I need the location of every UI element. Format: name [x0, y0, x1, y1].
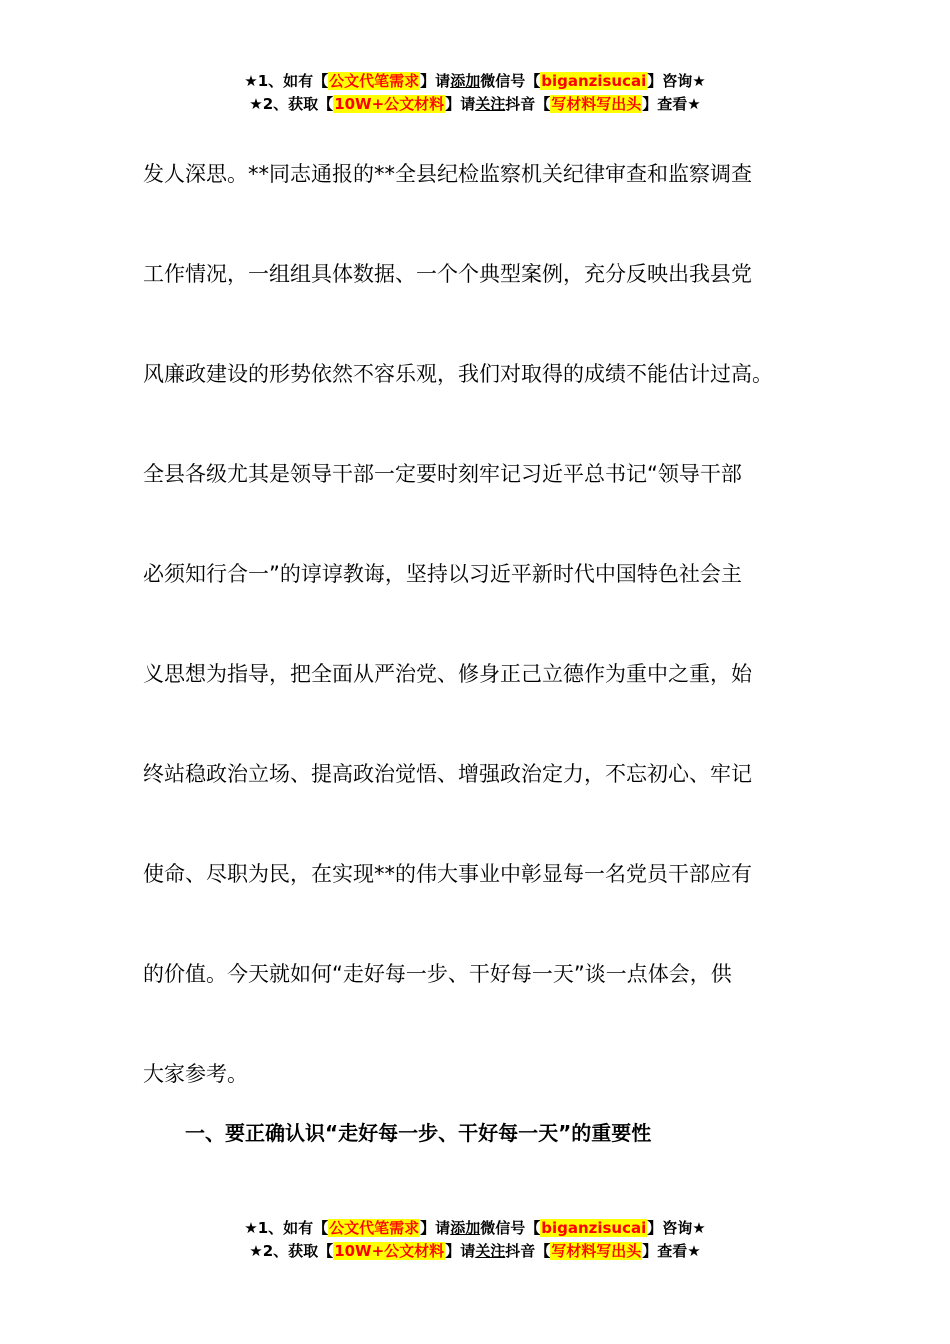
body-line-10: 大家参考。 [143, 1062, 248, 1086]
body-line-2: 工作情况，一组组具体数据、一个个典型案例，充分反映出我县党 [143, 262, 752, 286]
footer-line-2-prefix: ★2、获取【 [249, 1242, 334, 1260]
body-line-7: 终站稳政治立场、提高政治觉悟、增强政治定力，不忘初心、牢记 [143, 762, 752, 786]
banner-line-1-mid: 】请 [420, 72, 451, 90]
banner-line-2-suffix: 】查看★ [642, 95, 701, 113]
body-line-9: 的价值。今天就如何“走好每一步、干好每一天”谈一点体会，供 [143, 962, 732, 986]
footer-line-2-underlined: 关注 [475, 1242, 506, 1260]
banner-line-2 [0, 93, 950, 116]
body-paragraph [143, 124, 823, 1124]
banner-line-2-mid2: 抖音【 [505, 95, 551, 113]
footer-line-2-highlight-douyin: 写材料写出头 [551, 1242, 642, 1260]
banner-line-2-mid: 】请 [445, 95, 476, 113]
banner-line-1-prefix: ★1、如有【 [244, 72, 329, 90]
body-line-4: 全县各级尤其是领导干部一定要时刻牢记习近平总书记“领导干部 [143, 462, 742, 486]
footer-line-1-highlight-wechat: biganzisucai [541, 1219, 647, 1237]
footer-banner-line-1 [0, 1217, 950, 1240]
footer-line-1-underlined: 添加 [450, 1219, 481, 1237]
footer-line-2-mid: 】请 [445, 1242, 476, 1260]
footer-line-1-mid: 】请 [420, 1219, 451, 1237]
banner-line-1 [0, 70, 950, 93]
body-line-6: 义思想为指导，把全面从严治党、修身正己立德作为重中之重，始 [143, 662, 752, 686]
footer-line-2-suffix: 】查看★ [642, 1242, 701, 1260]
banner-line-1-mid2: 微信号【 [480, 72, 541, 90]
banner-line-2-underlined: 关注 [475, 95, 506, 113]
footer-line-1-prefix: ★1、如有【 [244, 1219, 329, 1237]
section-heading: 一、要正确认识“走好每一步、干好每一天”的重要性 [185, 1121, 652, 1145]
body-line-1: 发人深思。**同志通报的**全县纪检监察机关纪律审查和监察调查 [143, 162, 752, 186]
banner-line-2-prefix: ★2、获取【 [249, 95, 334, 113]
banner-line-2-highlight-douyin: 写材料写出头 [551, 95, 642, 113]
footer-line-1-mid2: 微信号【 [480, 1219, 541, 1237]
footer-line-2-highlight-materials: 10W+公文材料 [334, 1242, 445, 1260]
footer-banner [0, 1217, 950, 1263]
body-line-5: 必须知行合一”的谆谆教诲，坚持以习近平新时代中国特色社会主 [143, 562, 742, 586]
banner-line-1-underlined: 添加 [450, 72, 481, 90]
body-line-8: 使命、尽职为民，在实现**的伟大事业中彰显每一名党员干部应有 [143, 862, 752, 886]
footer-line-1-highlight-service: 公文代笔需求 [329, 1219, 420, 1237]
banner-line-1-suffix: 】咨询★ [647, 72, 706, 90]
header-banner [0, 70, 950, 116]
footer-line-2-mid2: 抖音【 [505, 1242, 551, 1260]
banner-line-2-highlight-materials: 10W+公文材料 [334, 95, 445, 113]
footer-banner-line-2 [0, 1240, 950, 1263]
banner-line-1-highlight-wechat: biganzisucai [541, 72, 647, 90]
body-line-3: 风廉政建设的形势依然不容乐观，我们对取得的成绩不能估计过高。 [143, 362, 773, 386]
footer-line-1-suffix: 】咨询★ [647, 1219, 706, 1237]
banner-line-1-highlight-service: 公文代笔需求 [329, 72, 420, 90]
